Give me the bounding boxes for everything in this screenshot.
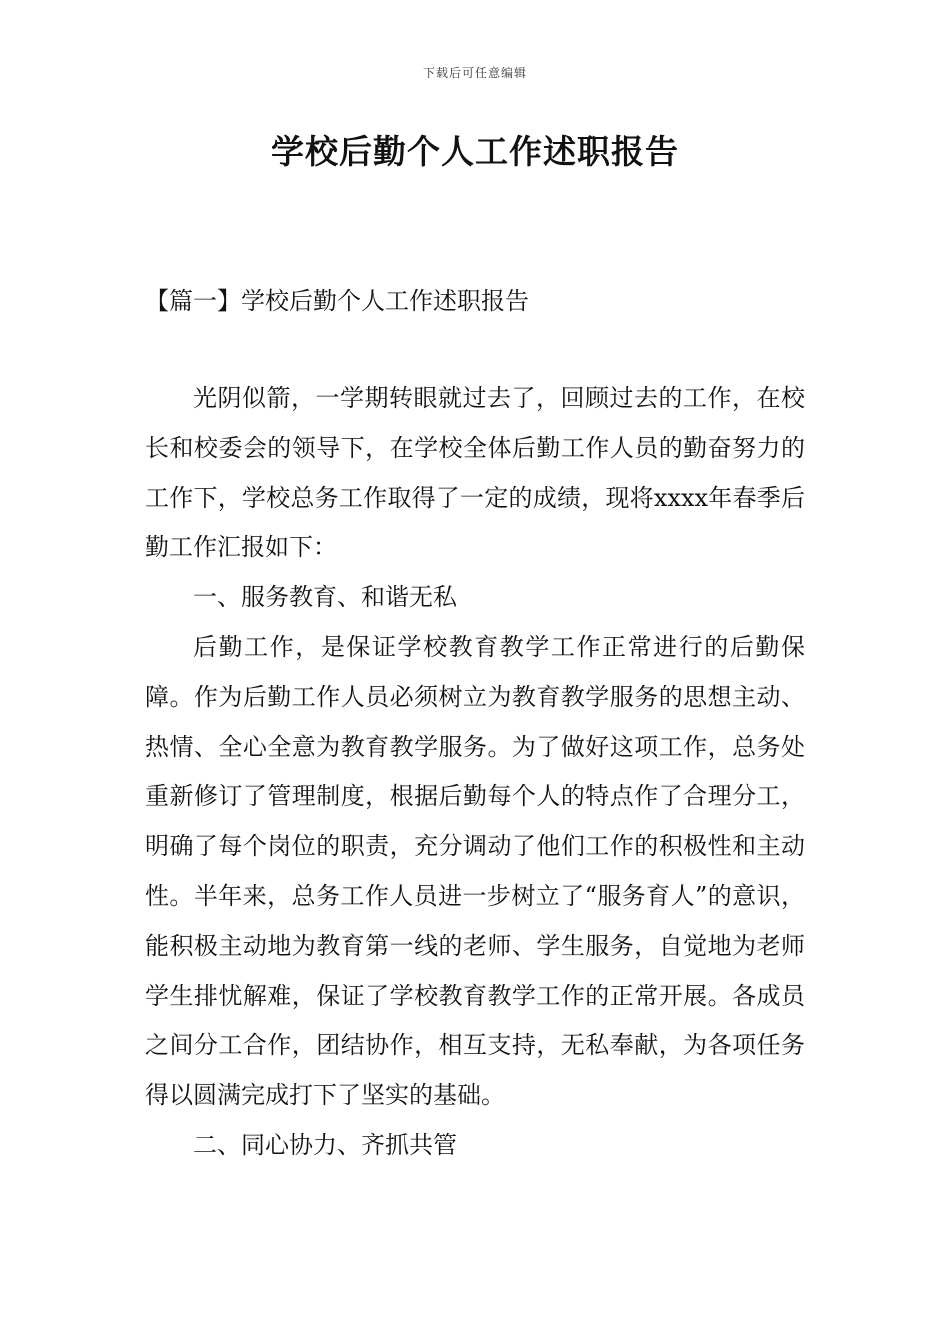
paragraph-intro: 光阴似箭，一学期转眼就过去了，回顾过去的工作，在校长和校委会的领导下，在学校全体后勤工作人员的勤奋努力的工作下，学校总务工作取得了一定的成绩，现将xxxx年春季后勤工作汇报如下： [145,384,805,562]
subheading-two: 二、同心协力、齐抓共管 [193,1130,457,1159]
paragraph-logistics: 后勤工作，是保证学校教育教学工作正常进行的后勤保障。作为后勤工作人员必须树立为教育教学服务的思想主动、热情、全心全意为教育教学服务。为了做好这项工作，总务处重新修订了管理制度，根据后勤每个人的特点作了合理分工，明确了每个岗位的职责，充分调动了他们工作的积极性和主动性。半年来，总务工作人员进一步树立了“服务育人”的意识，能积极主动地为教育第一线的老师、学生服务，自觉地为老师学生排忧解难，保证了学校教育教学工作的正常开展。各成员之间分工合作，团结协作，相互支持，无私奉献，为各项任务得以圆满完成打下了坚实的基础。 [145,632,805,1110]
document-body [145,374,805,1171]
document-title: 学校后勤个人工作述职报告 [271,132,679,171]
subheading-one: 一、服务教育、和谐无私 [193,583,457,612]
header-note: 下载后可任意编辑 [422,66,527,80]
section-heading: 【篇一】学校后勤个人工作述职报告 [145,287,529,315]
